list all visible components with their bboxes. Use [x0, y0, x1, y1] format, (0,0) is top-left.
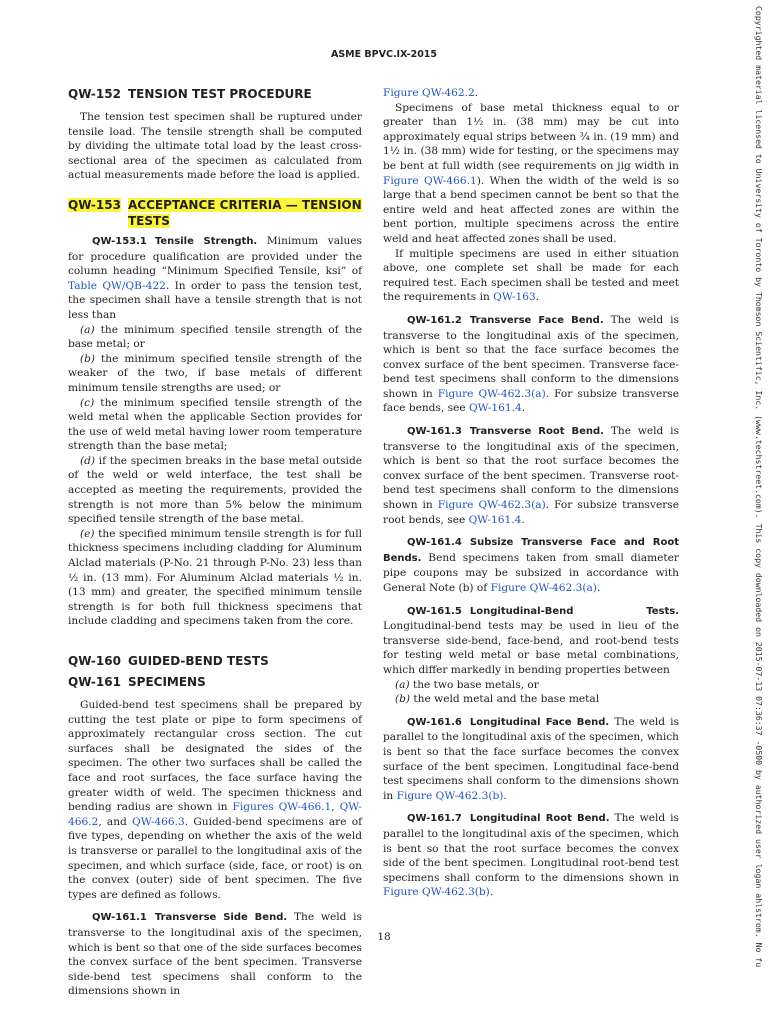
section-heading-qw152: [68, 86, 362, 102]
right-column: [383, 86, 679, 900]
paragraph: If multiple specimens are used in either situation above, one complete set shall be made for each required test. Each specimen shall be tested and meet the requirements in QW-163.: [383, 247, 679, 304]
section-title-cont: TESTS: [128, 213, 170, 228]
subsection-heading: QW-153.1 Tensile Strength.: [92, 235, 258, 247]
section-heading-qw160: QW-160 GUIDED-BEND TESTS: [68, 654, 269, 668]
paragraph: QW-161.1 Transverse Side Bend. The weld is transverse to the longitudinal axis of the specimen, which is bent so that one of the side surfaces becomes the convex surface of the bent specimen. Transverse side-bend test specimens shall conform to the dimensions shown in: [68, 911, 362, 998]
paragraph: Specimens of base metal thickness equal to or greater than 1½ in. (38 mm) may be cut into approximately equal strips between ¾ in. (19 mm) and 1½ in. (38 mm) wide for testing, or the specimens may be bent at full width (see requirements on jig width in Figure QW-466.1). When the width of the weld is so large that a bend specimen cannot be bent so that the entire weld and heat affected zones are within the bent portion, multiple specimens across the entire weld and heat affected zones shall be used.: [383, 101, 679, 245]
figure-link[interactable]: Figure QW-462.3(a): [437, 499, 546, 512]
list-item: (e) the specified minimum tensile strength is for full thickness specimens including cladding for Aluminum Alclad materials (P-No. 21 through P-No. 23) less than ½ in. (13 mm). For Aluminum Alclad materials ½ in. (13 mm) and greater, the specified minimum tensile strength is for both full thickness specimens that include cladding and specimens taken from the core.: [68, 527, 362, 628]
list-item: (a) the minimum specified tensile strength of the base metal; or: [68, 323, 362, 351]
running-header: ASME BPVC.IX-2015: [330, 49, 438, 60]
subsection-heading: QW-161.5 Longitudinal-Bend Tests.: [407, 605, 679, 617]
figure-link[interactable]: Figure QW-462.3(a): [437, 387, 546, 400]
paragraph: The tension test specimen shall be ruptured under tensile load. The tensile strength shall be computed by dividing the ultimate total load by the least cross-sectional area of the specimen as calculated from actual measurements made before the load is applied.: [68, 111, 362, 182]
figure-link[interactable]: Figure QW-462.3(b): [383, 886, 490, 899]
left-column: [68, 86, 362, 999]
paragraph: QW-161.6 Longitudinal Face Bend. The weld is parallel to the longitudinal axis of the specimen, which is bent so that the face surface becomes the convex surface of the bent specimen. Longitudinal face-bend test specimens shall conform to the dimensions shown in Figure QW-462.3(b).: [383, 715, 680, 802]
paragraph: QW-153.1 Tensile Strength. Minimum values for procedure qualification are provided under the column heading “Minimum Specified Tensile, ksi” of Table QW/QB-422. In order to pass the tension test, the specimen shall have a tensile strength that is not less than: [68, 234, 363, 321]
section-number: QW-152: [68, 87, 121, 101]
figure-link[interactable]: QW-466.3: [132, 815, 185, 828]
paragraph: QW-161.5 Longitudinal-Bend Tests. Longitudinal-bend tests may be used in lieu of the transverse side-bend, face-bend, and root-bend tests for testing weld metal or base metal combinations, which differ markedly in bending properties between: [383, 605, 679, 676]
figure-link[interactable]: QW-466.2: [68, 801, 362, 828]
figure-link[interactable]: Figure QW-462.2: [383, 87, 475, 99]
table-link[interactable]: Table QW/QB-422: [68, 279, 166, 292]
list-item: (a) the two base metals, or: [395, 678, 539, 691]
subsection-heading: QW-161.2 Transverse Face Bend.: [407, 314, 604, 326]
paragraph: QW-161.2 Transverse Face Bend. The weld is transverse to the longitudinal axis of the specimen, which is bent so that the face surface becomes the convex surface of the bent specimen. Transverse face-bend test specimens shall conform to the dimensions shown in Figure QW-462.3(a). For subsize transverse face bends, see QW-161.4.: [383, 313, 679, 415]
figure-link[interactable]: Figure QW-462.3(a): [490, 582, 597, 594]
subsection-heading: QW-161.3 Transverse Root Bend.: [407, 426, 604, 438]
figure-link[interactable]: Figures QW-466.1: [232, 801, 332, 814]
section-link[interactable]: QW-161.4: [468, 402, 522, 415]
paragraph: QW-161.4 Subsize Transverse Face and Root Bends. Bend specimens taken from small diameter pipe coupons may be subsized in accordance with General Note (b) of Figure QW-462.3(a).: [383, 537, 679, 594]
paragraph: QW-161.3 Transverse Root Bend. The weld is transverse to the longitudinal axis of the specimen, which is bent so that the root surface becomes the convex surface of the bent specimen. Transverse root-bend test specimens shall conform to the dimensions shown in Figure QW-462.3(a). For subsize transverse root bends, see QW-161.4.: [383, 425, 679, 526]
copyright-watermark: Copyrighted material licensed to University of Toronto by Thomson Scientific, Inc. (www.techstreet.com). This copy downloaded on 2015-07-13 07:36:37 -0500 by authorized user logan ahlstrom. No fu: [754, 6, 764, 968]
section-number: QW-153: [68, 197, 121, 212]
paragraph: Figure QW-462.2.: [383, 87, 479, 99]
paragraph: QW-161.7 Longitudinal Root Bend. The weld is parallel to the longitudinal axis of the specimen, which is bent so that the root surface becomes the convex side of the bent specimen. Longitudinal root-bend test specimens shall conform to the dimensions shown in Figure QW-462.3(b).: [383, 812, 679, 899]
section-heading-qw161: QW-161 SPECIMENS: [68, 675, 206, 689]
list-item: (b) the minimum specified tensile strength of the weaker of the two, if base metals of different minimum tensile strengths are used; or: [68, 352, 362, 394]
section-heading-qw153: [68, 197, 362, 229]
subsection-heading: QW-161.4 Subsize Transverse Face and Root Bends.: [383, 537, 679, 564]
list-item: (b) the weld metal and the base metal: [395, 693, 600, 706]
section-link[interactable]: QW-163: [493, 291, 536, 304]
subsection-heading: QW-161.6 Longitudinal Face Bend.: [407, 716, 610, 728]
figure-link[interactable]: Figure QW-466.1: [383, 174, 477, 187]
subsection-heading: QW-161.7 Longitudinal Root Bend.: [407, 813, 610, 825]
page-number: 18: [377, 931, 391, 943]
list-item: (c) the minimum specified tensile strength of the weld metal when the applicable Section provides for the use of weld metal having lower room temperature strength than the base metal;: [68, 396, 362, 453]
paragraph: Guided-bend test specimens shall be prepared by cutting the test plate or pipe to form specimens of approximately rectangular cross section. The cut surfaces shall be designated the sides of the specimen. The other two surfaces shall be called the face and root surfaces, the face surface having the greater width of weld. The specimen thickness and bending radius are shown in Figures QW-466.1, QW-466.2, and QW-466.3. Guided-bend specimens are of five types, depending on whether the axis of the weld is transverse or parallel to the longitudinal axis of the specimen, and which surface (side, face, or root) is on the convex (outer) side of bent specimen. The five types are defined as follows.: [68, 699, 362, 901]
list-item: (d) if the specimen breaks in the base metal outside of the weld or weld interface, the test shall be accepted as meeting the requirements, provided the strength is not more than 5% below the minimum specified tensile strength of the base metal.: [68, 454, 362, 526]
figure-link[interactable]: Figure QW-462.3(b): [396, 789, 504, 802]
section-link[interactable]: QW-161.4: [468, 513, 522, 526]
section-title: ACCEPTANCE CRITERIA — TENSION: [128, 197, 362, 212]
section-title: TENSION TEST PROCEDURE: [128, 87, 312, 101]
subsection-heading: QW-161.1 Transverse Side Bend.: [92, 912, 288, 924]
